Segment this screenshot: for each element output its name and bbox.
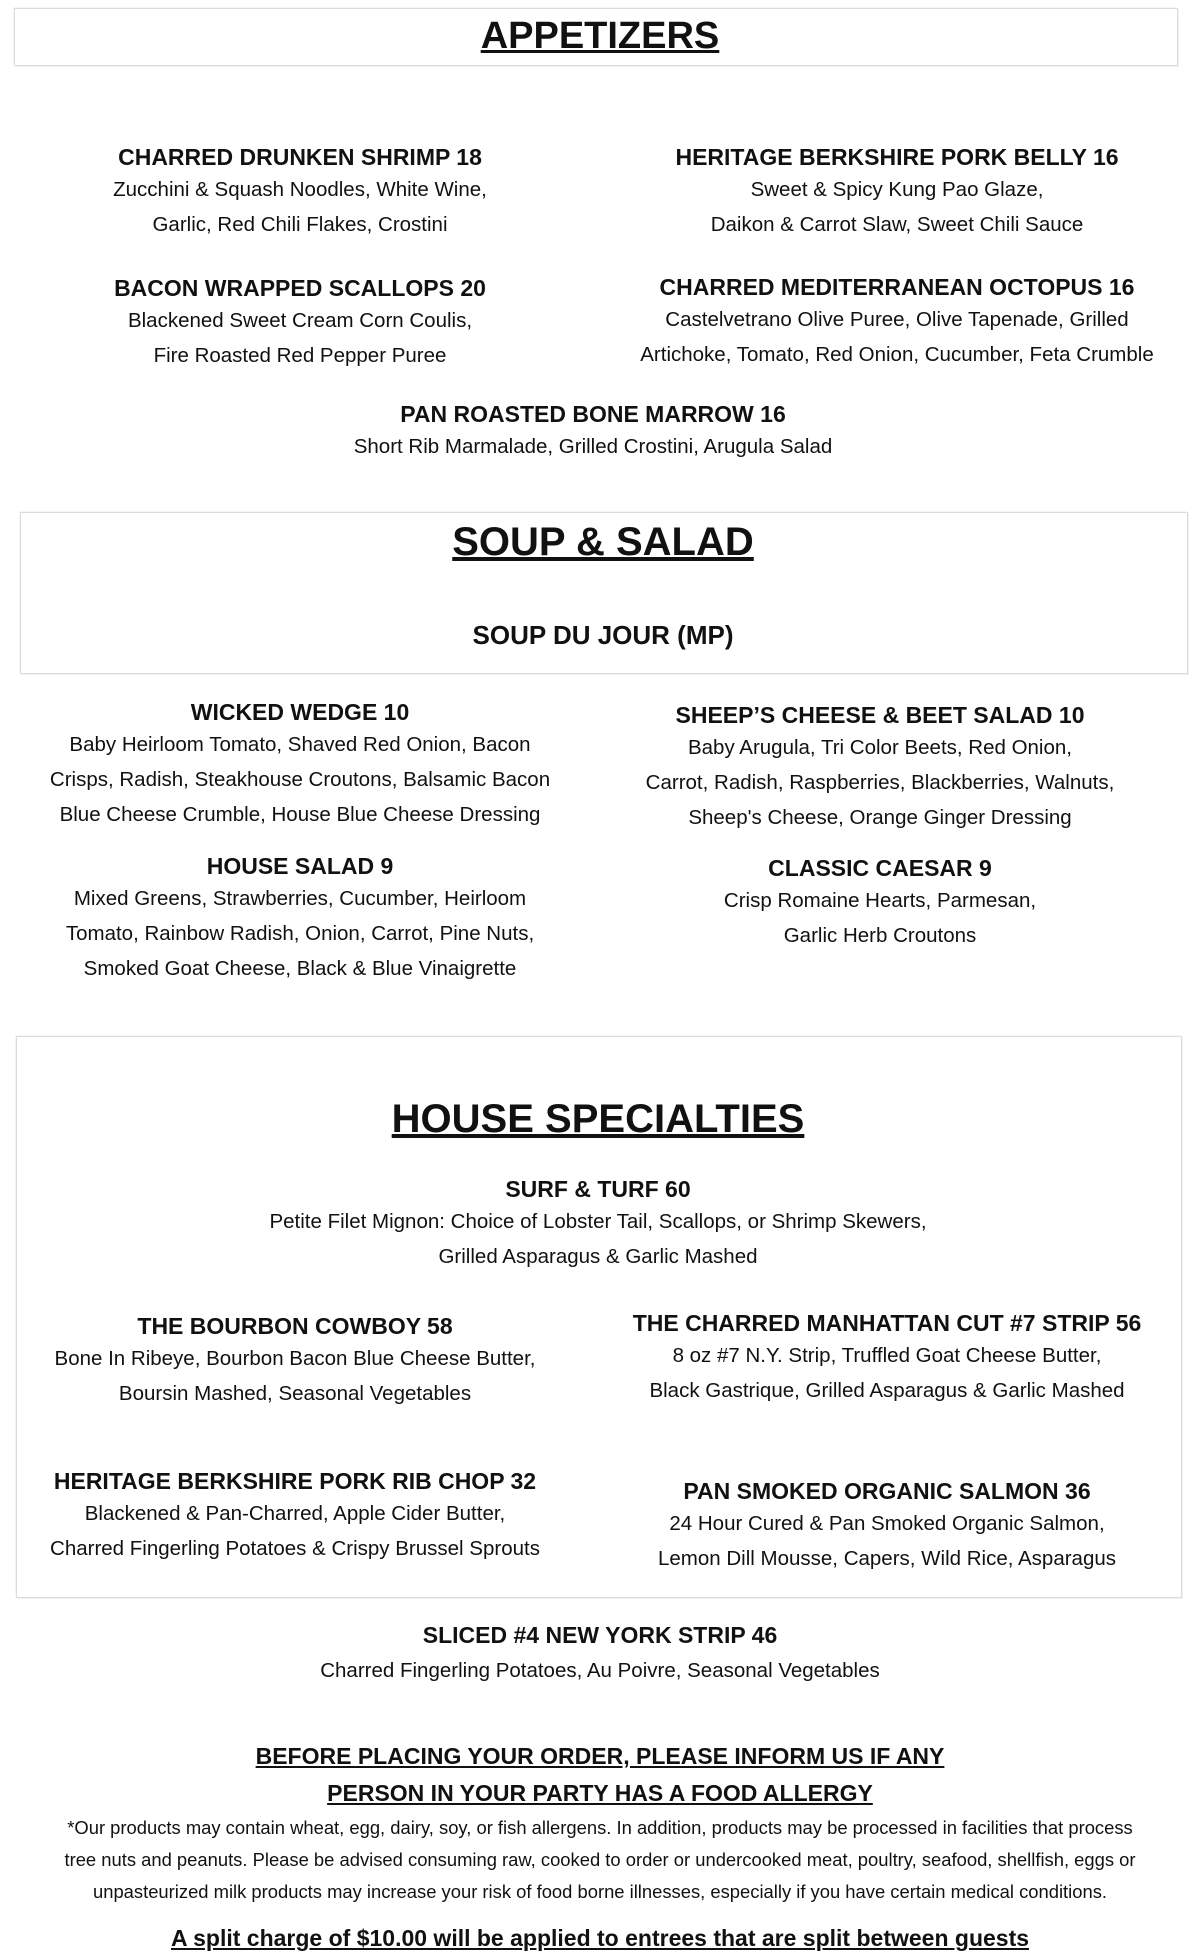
allergen-disclaimer-line-2: tree nuts and peanuts. Please be advised consuming raw, cooked to order or undercooked meat, poultry, seafood, shellfish, eggs or — [64, 1849, 1136, 1870]
item-name: THE CHARRED MANHATTAN CUT #7 STRIP 56 — [632, 1310, 1142, 1336]
allergen-disclaimer-line-1: *Our products may contain wheat, egg, dairy, soy, or fish allergens. In addition, products may be processed in facilities that process — [67, 1817, 1133, 1838]
item-description: Smoked Goat Cheese, Black & Blue Vinaigrette — [83, 957, 517, 980]
item-description: Artichoke, Tomato, Red Onion, Cucumber, Feta Crumble — [640, 343, 1154, 366]
item-description: Charred Fingerling Potatoes & Crispy Brussel Sprouts — [50, 1537, 540, 1560]
menu-item-bourbon-cowboy — [0, 1311, 590, 1411]
item-description: Charred Fingerling Potatoes, Au Poivre, Seasonal Vegetables — [320, 1659, 880, 1682]
menu-item-classic-caesar — [580, 853, 1180, 953]
item-name: PAN SMOKED ORGANIC SALMON 36 — [683, 1478, 1091, 1504]
item-description: Garlic Herb Croutons — [783, 924, 977, 947]
item-name: SURF & TURF 60 — [505, 1176, 691, 1202]
menu-item-wicked-wedge — [0, 697, 600, 832]
item-description: Baby Arugula, Tri Color Beets, Red Onion, — [687, 736, 1072, 759]
soup-du-jour — [20, 620, 1186, 650]
item-name: THE BOURBON COWBOY 58 — [137, 1313, 453, 1339]
item-description: Sweet & Spicy Kung Pao Glaze, — [750, 178, 1044, 201]
item-name: WICKED WEDGE 10 — [190, 699, 410, 725]
item-name: BACON WRAPPED SCALLOPS 20 — [114, 275, 486, 301]
item-description: Blackened Sweet Cream Corn Coulis, — [127, 309, 473, 332]
item-description: Sheep's Cheese, Orange Ginger Dressing — [688, 806, 1072, 829]
item-description: Short Rib Marmalade, Grilled Crostini, Arugula Salad — [353, 435, 833, 458]
menu-item-sheeps-cheese-beet-salad — [580, 700, 1180, 835]
allergen-disclaimer-line-3: unpasteurized milk products may increase your risk of food borne illnesses, especially if you have certain medical conditions. — [92, 1881, 1108, 1902]
item-description: Garlic, Red Chili Flakes, Crostini — [152, 213, 448, 236]
item-name: CHARRED DRUNKEN SHRIMP 18 — [118, 144, 482, 170]
item-description: Baby Heirloom Tomato, Shaved Red Onion, Bacon — [69, 733, 531, 756]
house-specialties-title: HOUSE SPECIALTIES — [391, 1097, 805, 1141]
menu-item-bone-marrow — [0, 399, 1186, 464]
split-charge-notice: A split charge of $10.00 will be applied to entrees that are split between guests — [170, 1925, 1030, 1951]
item-description: Fire Roasted Red Pepper Puree — [153, 344, 447, 367]
item-description: Black Gastrique, Grilled Asparagus & Garlic Mashed — [649, 1379, 1125, 1402]
item-name: HOUSE SALAD 9 — [206, 853, 394, 879]
menu-item-drunken-shrimp — [0, 142, 600, 242]
item-description: Crisps, Radish, Steakhouse Croutons, Balsamic Bacon — [49, 768, 551, 791]
item-name: CHARRED MEDITERRANEAN OCTOPUS 16 — [659, 274, 1135, 300]
item-description: Boursin Mashed, Seasonal Vegetables — [118, 1382, 472, 1405]
item-name: HERITAGE BERKSHIRE PORK BELLY 16 — [675, 144, 1119, 170]
allergy-notice-line-1: BEFORE PLACING YOUR ORDER, PLEASE INFORM US IF ANY — [255, 1743, 945, 1769]
item-description: Crisp Romaine Hearts, Parmesan, — [723, 889, 1037, 912]
item-description: Carrot, Radish, Raspberries, Blackberries, Walnuts, — [645, 771, 1115, 794]
menu-item-pork-belly — [597, 142, 1197, 242]
menu-item-octopus — [597, 272, 1197, 372]
menu-item-manhattan-cut — [587, 1308, 1187, 1408]
item-name: SLICED #4 NEW YORK STRIP 46 — [422, 1622, 778, 1648]
item-description: 8 oz #7 N.Y. Strip, Truffled Goat Cheese Butter, — [672, 1344, 1102, 1367]
appetizers-title: APPETIZERS — [480, 15, 720, 57]
item-description: Tomato, Rainbow Radish, Onion, Carrot, Pine Nuts, — [65, 922, 535, 945]
menu-item-smoked-salmon — [587, 1476, 1187, 1576]
item-description: Zucchini & Squash Noodles, White Wine, — [113, 178, 487, 201]
item-name: PAN ROASTED BONE MARROW 16 — [400, 401, 786, 427]
item-description: Bone In Ribeye, Bourbon Bacon Blue Cheese Butter, — [54, 1347, 536, 1370]
item-name: CLASSIC CAESAR 9 — [768, 855, 992, 881]
menu-item-bacon-scallops — [0, 273, 600, 373]
item-description: Castelvetrano Olive Puree, Olive Tapenade, Grilled — [665, 308, 1129, 331]
item-name: HERITAGE BERKSHIRE PORK RIB CHOP 32 — [53, 1468, 537, 1494]
menu-item-ny-strip — [0, 1620, 1200, 1692]
item-description: 24 Hour Cured & Pan Smoked Organic Salmon, — [669, 1512, 1105, 1535]
item-name: SOUP DU JOUR (MP) — [472, 620, 734, 650]
menu-item-pork-rib-chop — [0, 1466, 590, 1566]
soup-salad-title: SOUP & SALAD — [452, 520, 754, 564]
item-description: Blue Cheese Crumble, House Blue Cheese Dressing — [59, 803, 541, 826]
menu-item-house-salad — [0, 851, 600, 986]
item-name: SHEEP’S CHEESE & BEET SALAD 10 — [675, 702, 1085, 728]
item-description: Daikon & Carrot Slaw, Sweet Chili Sauce — [710, 213, 1084, 236]
allergy-notice-line-2: PERSON IN YOUR PARTY HAS A FOOD ALLERGY — [327, 1780, 873, 1806]
item-description: Blackened & Pan-Charred, Apple Cider Butter, — [84, 1502, 506, 1525]
item-description: Petite Filet Mignon: Choice of Lobster Tail, Scallops, or Shrimp Skewers, — [269, 1210, 927, 1233]
item-description: Lemon Dill Mousse, Capers, Wild Rice, Asparagus — [657, 1547, 1117, 1570]
item-description: Mixed Greens, Strawberries, Cucumber, Heirloom — [73, 887, 527, 910]
item-description: Grilled Asparagus & Garlic Mashed — [438, 1245, 758, 1268]
menu-item-surf-turf — [16, 1174, 1180, 1274]
